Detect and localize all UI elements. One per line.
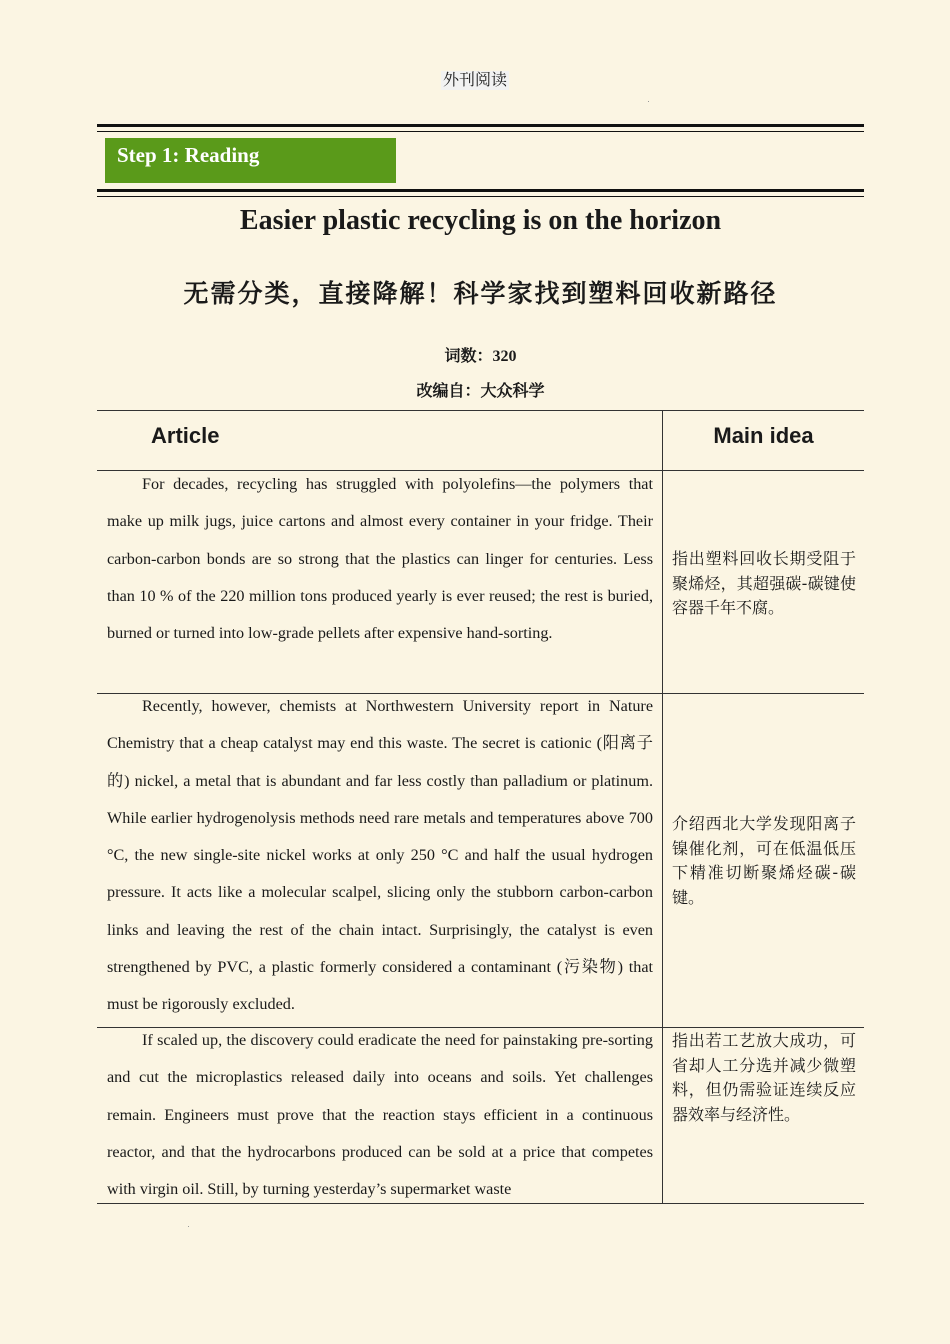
bottom-rule-thin — [97, 196, 864, 197]
main-idea-1: 指出塑料回收长期受阻于聚烯烃，其超强碳-碳键使容器千年不腐。 — [672, 549, 856, 617]
word-count: 词数：320 — [444, 348, 517, 365]
column-divider — [662, 410, 663, 1204]
article-paragraph-3: If scaled up, the discovery could eradicate the need for painstaking pre-sorting and cut the microplastics released daily into oceans and soils. Yet challenges remain. Engineers must prove that the reaction stays efficient in a continuous reactor, and that the hydrocarbons produced can be sold at a price that competes with virgin oil. Still, by turning yesterday’s supermarket waste — [107, 1031, 653, 1199]
header-article: Article — [151, 423, 220, 448]
table-border — [97, 1203, 864, 1204]
step-label — [105, 138, 396, 183]
header-tag — [0, 67, 950, 90]
article-paragraph-1: For decades, recycling has struggled with polyolefins—the polymers that make up milk jugs, juice cartons and almost every container in your fridge. Their carbon-carbon bonds are so strong that the plastics can linger for centuries. Less than 10 % of the 220 million tons produced yearly is ever reused; the rest is buried, burned or turned into low-grade pellets after expensive hand-sorting. — [107, 475, 653, 643]
header-main-idea: Main idea — [713, 423, 814, 448]
bottom-rule — [97, 189, 864, 192]
article-paragraph-2: Recently, however, chemists at Northwestern University report in Nature Chemistry that a cheap catalyst may end this waste. The secret is cationic (阳离子的) nickel, a metal that is abundant and far less costly than palladium or platinum. While earlier hydrogenolysis methods need rare metals and temperatures above 700 °C, the new single-site nickel works at only 250 °C and half the usual hydrogen pressure. It acts like a molecular scalpel, slicing only the stubborn carbon-carbon links and leaving the rest of the chain intact. Surprisingly, the catalyst is even strengthened by PVC, a plastic formerly considered a contaminant (污染物) that must be rigorously excluded. — [107, 697, 653, 1014]
header-tag-text: 外刊阅读 — [442, 72, 507, 89]
title-english: Easier plastic recycling is on the horizon — [239, 205, 722, 236]
article-table — [97, 410, 864, 1204]
main-idea-3: 指出若工艺放大成功，可省却人工分选并减少微塑料，但仍需验证连续反应器效率与经济性。 — [672, 1031, 856, 1124]
top-rule-thin — [97, 131, 864, 132]
source: 改编自：大众科学 — [416, 383, 545, 400]
step-label-text: Step 1: Reading — [117, 143, 260, 167]
title-chinese: 无需分类，直接降解！科学家找到塑料回收新路径 — [183, 279, 778, 308]
table-border — [97, 410, 864, 411]
speck — [188, 1226, 189, 1227]
main-idea-2: 介绍西北大学发现阳离子镍催化剂，可在低温低压下精准切断聚烯烃碳-碳键。 — [672, 814, 856, 907]
speck — [648, 101, 649, 102]
top-rule — [97, 124, 864, 127]
